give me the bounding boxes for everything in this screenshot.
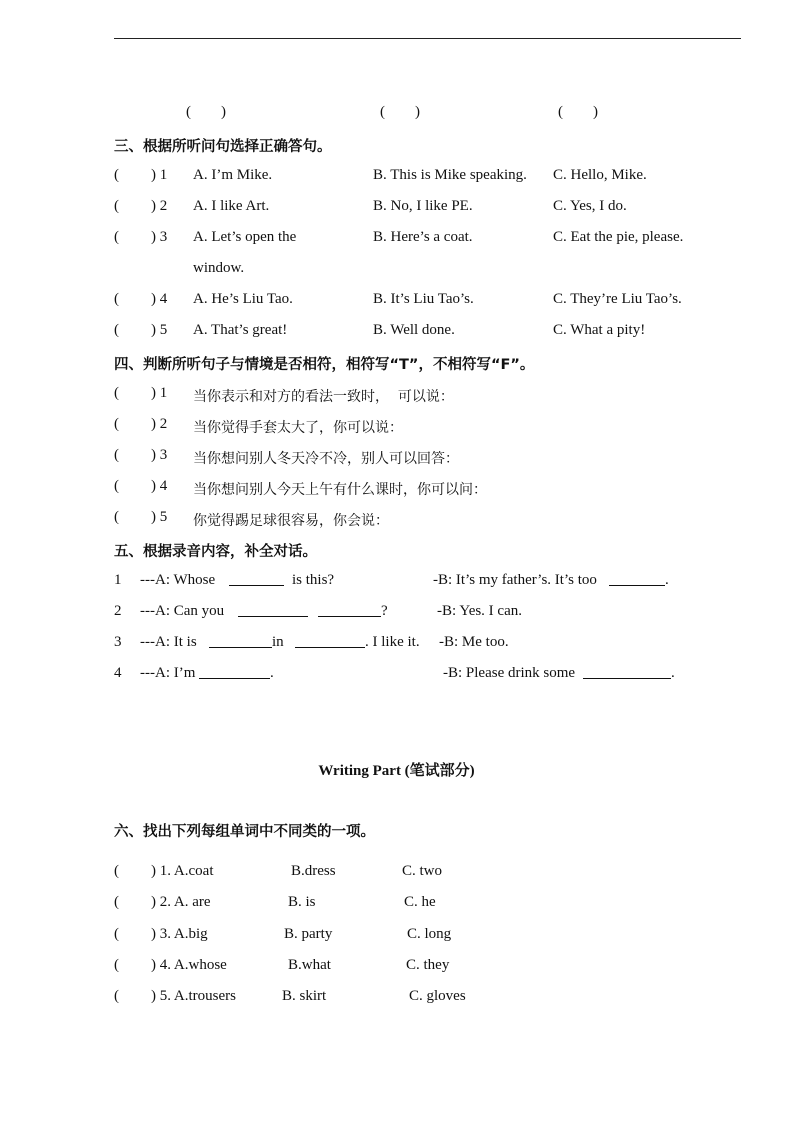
speaker-a-text: . I like it. [365, 634, 420, 650]
answer-paren-open: ( [114, 229, 119, 245]
dialogue-number: 3 [114, 634, 122, 650]
answer-paren-open: ( [114, 863, 119, 879]
fill-blank[interactable] [295, 635, 365, 648]
header-rule [114, 38, 741, 39]
word-group-a: ) 4. A.whose [151, 957, 227, 973]
speaker-b-text: -B: Please drink some [443, 665, 576, 681]
word-option-c: C. he [404, 894, 436, 910]
speaker-a-text: ---A: It is [140, 634, 197, 650]
option-b: B. This is Mike speaking. [373, 167, 527, 183]
speaker-b-text: -B: Me too. [439, 634, 509, 650]
fill-blank[interactable] [229, 573, 284, 586]
fill-blank[interactable] [609, 573, 665, 586]
answer-paren: ( ) [558, 104, 598, 120]
word-group-a: ) 1. A.coat [151, 863, 214, 879]
fill-blank[interactable] [583, 666, 671, 679]
answer-paren-open: ( [114, 322, 119, 338]
situation-text: 你觉得踢足球很容易，你会说： [193, 513, 389, 529]
option-b: B. It’s Liu Tao’s. [373, 291, 474, 307]
option-a: A. That’s great! [193, 322, 288, 338]
question-number: ) 2 [151, 416, 168, 432]
speaker-a-text: ---A: Whose [140, 572, 216, 588]
answer-paren-open: ( [114, 478, 119, 494]
question-number: ) 3 [151, 229, 168, 245]
answer-paren-open: ( [114, 894, 119, 910]
fill-blank[interactable] [209, 635, 272, 648]
question-number: ) 4 [151, 478, 168, 494]
option-a: A. I’m Mike. [193, 167, 273, 183]
answer-paren-open: ( [114, 447, 119, 463]
dialogue-number: 1 [114, 572, 122, 588]
question-number: ) 5 [151, 322, 168, 338]
dialogue-number: 4 [114, 665, 122, 681]
answer-paren: ( ) [380, 104, 420, 120]
fill-blank[interactable] [318, 604, 381, 617]
question-number: ) 2 [151, 198, 168, 214]
answer-paren-open: ( [114, 957, 119, 973]
speaker-b-text: -B: Yes. I can. [437, 603, 522, 619]
answer-paren-open: ( [114, 385, 119, 401]
answer-paren-open: ( [114, 167, 119, 183]
word-option-c: C. long [407, 926, 452, 942]
option-a: A. I like Art. [193, 198, 270, 214]
option-c: C. They’re Liu Tao’s. [553, 291, 682, 307]
speaker-a-text: ---A: Can you [140, 603, 225, 619]
speaker-a-text: ? [381, 603, 388, 619]
answer-paren: ( ) [186, 104, 226, 120]
speaker-a-text: in [272, 634, 284, 650]
word-option-c: C. they [406, 957, 450, 973]
answer-paren-open: ( [114, 988, 119, 1004]
word-option-b: B. skirt [282, 988, 327, 1004]
word-group-a: ) 2. A. are [151, 894, 211, 910]
situation-text: 当你想问别人今天上午有什么课时，你可以问： [193, 482, 487, 498]
question-number: ) 4 [151, 291, 168, 307]
option-b: B. Well done. [373, 322, 455, 338]
word-option-b: B. party [284, 926, 333, 942]
word-option-b: B. is [288, 894, 316, 910]
option-a: A. Let’s open the [193, 229, 297, 245]
word-group-a: ) 5. A.trousers [151, 988, 236, 1004]
section-4-title: 四、判断所听句子与情境是否相符，相符写“T”，不相符写“F”。 [114, 357, 535, 373]
word-option-c: C. two [402, 863, 443, 879]
word-group-a: ) 3. A.big [151, 926, 208, 942]
answer-paren-open: ( [114, 416, 119, 432]
dialogue-number: 2 [114, 603, 122, 619]
option-c: C. Eat the pie, please. [553, 229, 684, 245]
section-5-title: 五、根据录音内容，补全对话。 [114, 544, 317, 560]
option-c: C. Yes, I do. [553, 198, 627, 214]
speaker-b-text: . [671, 665, 675, 681]
option-a-continued: window. [193, 260, 245, 276]
word-option-c: C. gloves [409, 988, 466, 1004]
answer-paren-open: ( [114, 291, 119, 307]
speaker-a-text: . [270, 665, 274, 681]
option-b: B. Here’s a coat. [373, 229, 473, 245]
speaker-b-text: -B: It’s my father’s. It’s too [433, 572, 597, 588]
word-option-b: B.what [288, 957, 331, 973]
situation-text: 当你表示和对方的看法一致时， 可以说： [193, 389, 454, 405]
question-number: ) 3 [151, 447, 168, 463]
fill-blank[interactable] [199, 666, 270, 679]
answer-paren-open: ( [114, 198, 119, 214]
question-number: ) 5 [151, 509, 168, 525]
section-3-title: 三、根据所听问句选择正确答句。 [114, 139, 332, 155]
speaker-a-text: is this? [292, 572, 335, 588]
word-option-b: B.dress [291, 863, 336, 879]
option-b: B. No, I like PE. [373, 198, 473, 214]
answer-paren-open: ( [114, 509, 119, 525]
writing-part-title: Writing Part (笔试部分) [318, 763, 475, 779]
speaker-a-text: ---A: I’m [140, 665, 196, 681]
fill-blank[interactable] [238, 604, 308, 617]
speaker-b-text: . [665, 572, 669, 588]
question-number: ) 1 [151, 385, 168, 401]
situation-text: 当你觉得手套太大了，你可以说： [193, 420, 403, 436]
question-number: ) 1 [151, 167, 168, 183]
option-c: C. Hello, Mike. [553, 167, 647, 183]
option-a: A. He’s Liu Tao. [193, 291, 293, 307]
section-6-title: 六、找出下列每组单词中不同类的一项。 [114, 824, 375, 840]
answer-paren-open: ( [114, 926, 119, 942]
situation-text: 当你想问别人冬天冷不冷，别人可以回答： [193, 451, 459, 467]
option-c: C. What a pity! [553, 322, 646, 338]
